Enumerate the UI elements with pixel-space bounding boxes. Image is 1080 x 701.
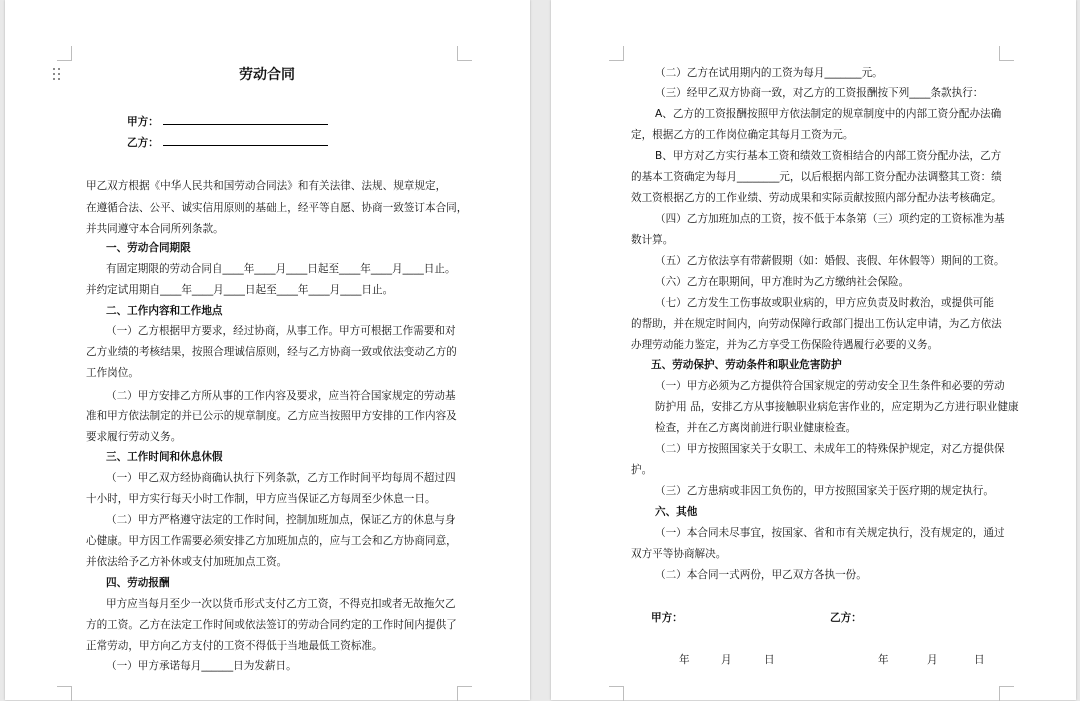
margin-corner-mark [57, 686, 72, 701]
body-text-line: 有固定期限的劳动合同自____年____月____日起至____年____月____日止。 [106, 263, 456, 275]
body-text-line: （一）甲方承诺每月______日为发薪日。 [106, 660, 297, 672]
signature-party-a-label: 甲方： [651, 612, 683, 624]
body-text-line: 防护用 品，安排乙方从事接触职业病危害作业的，应定期为乙方进行职业健康 [655, 401, 1019, 413]
body-text-line: （三）经甲乙双方协商一致，对乙方的工资报酬按下列____条款执行： [655, 87, 984, 99]
body-text-line: 并依法给予乙方补休或支付加班加点工资。 [86, 556, 288, 568]
body-text-line: 乙方业绩的考核结果，按照合理诚信原则，经与乙方协商一致或依法变动乙方的 [86, 346, 457, 358]
body-text-line: （六）乙方在职期间，甲方准时为乙方缴纳社会保险。 [655, 276, 910, 288]
body-text-line: 方的工资。乙方在法定工作时间或依法签订的劳动合同约定的工作时间内提供了 [86, 619, 457, 631]
margin-corner-mark [609, 686, 624, 701]
body-text-line: 护。 [631, 464, 653, 476]
body-text-line: 定，根据乙方的工作岗位确定其每月工资为元。 [631, 129, 854, 141]
document-title: 劳动合同 [239, 67, 295, 83]
body-text-line: 数计算。 [631, 234, 674, 246]
section-heading: 一、劳动合同期限 [106, 242, 191, 254]
party-b-field[interactable] [127, 135, 328, 150]
body-text-line: 并约定试用期自____年____月____日起至____年____月____日止。 [86, 284, 394, 296]
date-b-year: 年 [878, 654, 889, 666]
date-a-year: 年 [679, 654, 690, 666]
body-text-line: 在遵循合法、公平、诚实信用原则的基础上，经平等自愿、协商一致签订本合同， [86, 202, 468, 214]
document-page-2 [551, 0, 1076, 700]
body-text-line: 要求履行劳动义务。 [86, 431, 182, 443]
body-text-line: 效工资根据乙方的工作业绩、劳动成果和实际贡献按照内部分配办法考核确定。 [631, 192, 1002, 204]
margin-corner-mark [999, 46, 1014, 61]
party-b-label: 乙方： [127, 137, 159, 149]
body-text-line: 检查，并在乙方离岗前进行职业健康检查。 [655, 422, 857, 434]
body-text-line: （一）乙方根据甲方要求，经过协商，从事工作。甲方可根据工作需要和对 [106, 325, 456, 337]
body-text-line: （一）本合同未尽事宜，按国家、省和市有关规定执行，没有规定的，通过 [655, 527, 1005, 539]
margin-corner-mark [999, 686, 1014, 701]
document-page-1 [5, 0, 530, 700]
body-text-line: （一）甲乙双方经协商确认执行下列条款，乙方工作时间平均每周不超过四 [106, 472, 456, 484]
date-b-month: 月 [927, 654, 938, 666]
body-text-line: （二）乙方在试用期内的工资为每月_______元。 [655, 67, 883, 79]
body-text-line: （二）甲方安排乙方所从事的工作内容及要求，应当符合国家规定的劳动基 [106, 390, 456, 402]
body-text-line: 心健康。甲方因工作需要必须安排乙方加班加点的，应与工会和乙方协商同意， [86, 535, 457, 547]
party-b-blank[interactable] [163, 135, 328, 146]
section-heading: 二、工作内容和工作地点 [106, 305, 223, 317]
date-b-day: 日 [974, 654, 985, 666]
body-text-line: 正常劳动，甲方向乙方支付的工资不得低于当地最低工资标准。 [86, 640, 383, 652]
body-text-line: （五）乙方依法享有带薪假期（如：婚假、丧假、年休假等）期间的工资。 [655, 255, 1005, 267]
body-text-line: 的帮助，并在规定时间内，向劳动保障行政部门提出工伤认定申请，为乙方依法 [631, 318, 1002, 330]
body-text-line: 甲乙双方根据《中华人民共和国劳动合同法》和有关法律、法规、规章规定， [86, 180, 447, 192]
body-text-line: （一）甲方必须为乙方提供符合国家规定的劳动安全卫生条件和必要的劳动 [655, 380, 1005, 392]
party-a-field[interactable] [127, 114, 328, 129]
body-text-line: （四）乙方加班加点的工资，按不低于本条第（三）项约定的工资标准为基 [655, 213, 1005, 225]
section-heading: 六、其他 [655, 506, 698, 518]
section-heading: 五、劳动保护、劳动条件和职业危害防护 [651, 359, 842, 371]
body-text-line: 的基本工资确定为每月________元，以后根据内部工资分配办法调整其工资：绩 [631, 171, 1002, 183]
body-text-line: 双方平等协商解决。 [631, 548, 727, 560]
body-text-line: （三）乙方患病或非因工负伤的，甲方按照国家关于医疗期的规定执行。 [655, 485, 994, 497]
drag-handle-icon[interactable] [53, 68, 63, 82]
date-a-day: 日 [764, 654, 775, 666]
margin-corner-mark [457, 686, 472, 701]
body-text-line: 并共同遵守本合同所列条款。 [86, 223, 224, 235]
body-text-line: （二）甲方按照国家关于女职工、未成年工的特殊保护规定，对乙方提供保 [655, 443, 1005, 455]
body-text-line: （七）乙方发生工伤事故或职业病的，甲方应负责及时救治，或提供可能 [655, 297, 994, 309]
date-a-month: 月 [721, 654, 732, 666]
body-text-line: B、甲方对乙方实行基本工资和绩效工资相结合的内部工资分配办法，乙方 [655, 150, 1002, 162]
body-text-line: （二）本合同一式两份，甲乙双方各执一份。 [655, 569, 867, 581]
body-text-line: （二）甲方严格遵守法定的工作时间，控制加班加点，保证乙方的休息与身 [106, 514, 456, 526]
margin-corner-mark [457, 46, 472, 61]
body-text-line: 工作岗位。 [86, 367, 139, 379]
margin-corner-mark [57, 46, 72, 61]
body-text-line: 甲方应当每月至少一次以货币形式支付乙方工资，不得克扣或者无故拖欠乙 [106, 598, 456, 610]
section-heading: 三、工作时间和休息休假 [106, 451, 223, 463]
body-text-line: 十小时，甲方实行每天小时工作制，甲方应当保证乙方每周至少休息一日。 [86, 493, 436, 505]
body-text-line: A、乙方的工资报酬按照甲方依法制定的规章制度中的内部工资分配办法确 [655, 108, 1002, 120]
margin-corner-mark [609, 46, 624, 61]
body-text-line: 准和甲方依法制定的并已公示的规章制度。乙方应当按照甲方安排的工作内容及 [86, 410, 457, 422]
body-text-line: 办理劳动能力鉴定，并为乙方享受工伤保险待遇履行必要的义务。 [631, 339, 939, 351]
party-a-label: 甲方： [127, 116, 159, 128]
section-heading: 四、劳动报酬 [106, 577, 170, 589]
signature-party-b-label: 乙方： [830, 612, 862, 624]
party-a-blank[interactable] [163, 114, 328, 125]
